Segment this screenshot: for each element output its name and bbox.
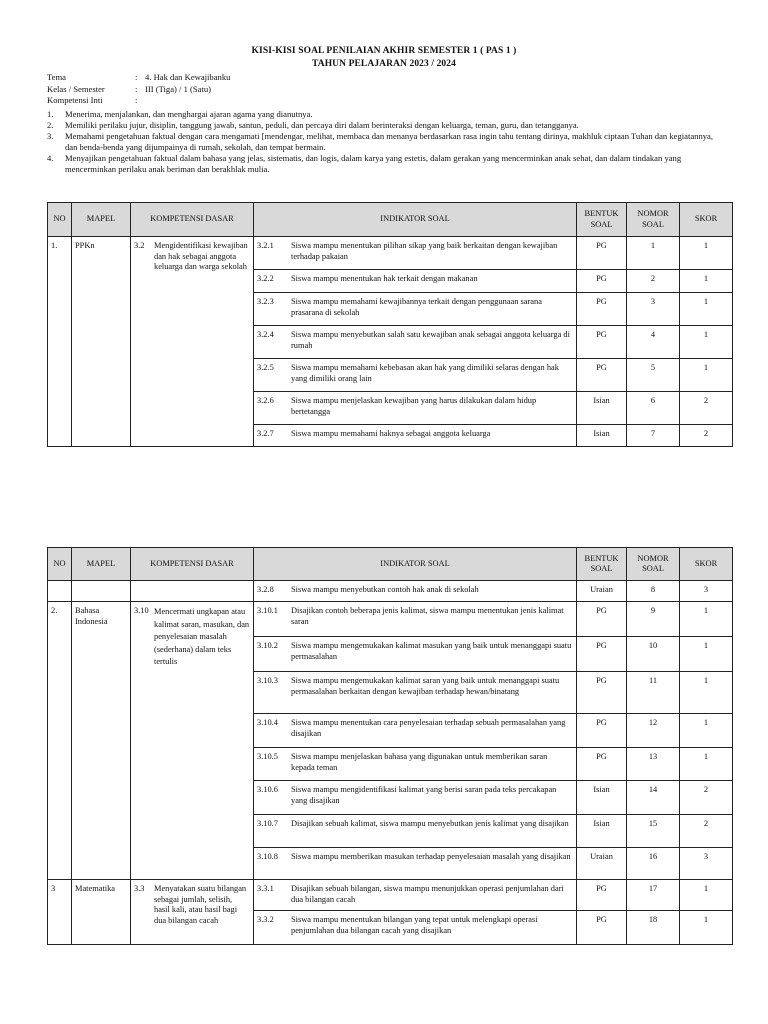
cell-no: 1. xyxy=(48,237,72,447)
indikator-code: 3.10.4 xyxy=(257,718,278,727)
indikator-text: Siswa mampu menyebutkan salah satu kewajiban anak sebagai anggota keluarga di rumah xyxy=(291,330,570,350)
kd-text: Menyatakan suatu bilangan sebagai jumlah, selisih, hasil kali, atau hasil bagi dua bilangan cacah xyxy=(154,884,247,925)
indikator-code: 3.2.7 xyxy=(257,429,274,438)
cell-bentuk: PG xyxy=(577,672,627,714)
cell-indikator xyxy=(254,359,577,392)
cell-bentuk: Isian xyxy=(577,815,627,848)
header-no: NO xyxy=(48,203,72,237)
indikator-text: Siswa mampu memahami haknya sebagai anggota keluarga xyxy=(291,429,491,438)
cell-nomor: 6 xyxy=(627,392,680,425)
indikator-code: 3.2.5 xyxy=(257,363,274,372)
indikator-text: Siswa mampu menjelaskan kewajiban yang harus dilakukan dalam hidup bertetangga xyxy=(291,396,537,416)
cell-skor: 1 xyxy=(680,637,733,672)
cell-skor: 1 xyxy=(680,326,733,359)
cell-indikator xyxy=(254,911,577,945)
cell-nomor: 10 xyxy=(627,637,680,672)
cell-skor: 1 xyxy=(680,270,733,293)
kd-text: Mengidentifikasi kewajiban dan hak sebagai anggota keluarga dan warga sekolah xyxy=(154,241,248,271)
ki-text: Memiliki perilaku jujur, disiplin, tanggung jawab, santun, peduli, dan percaya diri dalam berinteraksi dengan keluarga, teman, guru, dan tetangganya. xyxy=(65,120,579,130)
cell-nomor: 17 xyxy=(627,880,680,911)
cell-bentuk: PG xyxy=(577,637,627,672)
cell-bentuk: PG xyxy=(577,714,627,748)
header-indikator: INDIKATOR SOAL xyxy=(254,203,577,237)
cell-skor: 1 xyxy=(680,293,733,326)
meta-row-tema xyxy=(47,72,230,84)
cell-skor: 1 xyxy=(680,880,733,911)
indikator-text: Siswa mampu menyebutkan contoh hak anak di sekolah xyxy=(291,585,479,594)
indikator-text: Siswa mampu menentukan pilihan sikap yang baik berkaitan dengan kewajiban terhadap pakaian xyxy=(291,241,558,261)
cell-mapel: PPKn xyxy=(72,237,131,447)
kisi-table-2 xyxy=(47,547,733,945)
cell-skor: 2 xyxy=(680,815,733,848)
kd-text: Mencermati ungkapan atau kalimat saran, masukan, dan penyelesaian masalah (sederhana) dalam teks tertulis xyxy=(154,607,250,666)
cell-nomor: 15 xyxy=(627,815,680,848)
meta-value: 4. Hak dan Kewajibanku xyxy=(145,72,231,82)
indikator-code: 3.10.6 xyxy=(257,785,278,794)
kd-number: 3.3 xyxy=(134,884,145,893)
indikator-text: Siswa mampu mengidentifikasi kalimat yang berisi saran pada teks percakapan yang disajikan xyxy=(291,785,557,805)
indikator-text: Siswa mampu menjelaskan bahasa yang digunakan untuk memberikan saran kepada teman xyxy=(291,752,548,772)
table-row xyxy=(48,880,733,911)
cell-indikator xyxy=(254,781,577,815)
cell-indikator xyxy=(254,637,577,672)
cell-nomor: 16 xyxy=(627,848,680,880)
ki-text: Menerima, menjalankan, dan menghargai ajaran agama yang dianutnya. xyxy=(65,109,313,119)
meta-row-kelas xyxy=(47,84,230,96)
ki-item xyxy=(47,131,722,153)
cell-skor: 1 xyxy=(680,602,733,637)
table-header-row xyxy=(48,203,733,237)
cell-bentuk: PG xyxy=(577,748,627,781)
cell-indikator xyxy=(254,815,577,848)
indikator-text: Disajikan sebuah kalimat, siswa mampu menyebutkan jenis kalimat yang disajikan xyxy=(291,819,569,828)
cell-mapel-empty xyxy=(72,581,131,602)
indikator-code: 3.10.1 xyxy=(257,606,278,615)
meta-sep: : xyxy=(135,95,138,105)
cell-indikator xyxy=(254,581,577,602)
header-no: NO xyxy=(48,548,72,581)
cell-nomor: 1 xyxy=(627,237,680,270)
indikator-text: Siswa mampu memahami kewajibannya terkait dengan penggunaan sarana prasarana di sekolah xyxy=(291,297,542,317)
cell-indikator xyxy=(254,392,577,425)
indikator-code: 3.3.1 xyxy=(257,884,274,893)
cell-skor: 1 xyxy=(680,359,733,392)
cell-nomor: 8 xyxy=(627,581,680,602)
indikator-code: 3.2.4 xyxy=(257,330,274,339)
cell-indikator xyxy=(254,293,577,326)
cell-bentuk: Isian xyxy=(577,425,627,447)
cell-bentuk: PG xyxy=(577,270,627,293)
indikator-text: Siswa mampu mengemukakan kalimat saran yang baik untuk menanggapi suatu permasalahan berkaitan dengan kewajiban terhadap hewan/binatang xyxy=(291,676,560,696)
cell-nomor: 12 xyxy=(627,714,680,748)
cell-bentuk: PG xyxy=(577,911,627,945)
cell-skor: 1 xyxy=(680,714,733,748)
indikator-code: 3.10.8 xyxy=(257,852,278,861)
meta-value: III (Tiga) / 1 (Satu) xyxy=(145,83,212,94)
cell-kd xyxy=(131,602,254,880)
cell-nomor: 3 xyxy=(627,293,680,326)
cell-indikator xyxy=(254,672,577,714)
header-kd: KOMPETENSI DASAR xyxy=(131,203,254,237)
meta-sep: : xyxy=(135,83,138,94)
cell-bentuk: PG xyxy=(577,237,627,270)
table-header-row xyxy=(48,548,733,581)
cell-indikator xyxy=(254,848,577,880)
indikator-code: 3.2.1 xyxy=(257,241,274,250)
ki-number: 4. xyxy=(47,153,54,163)
indikator-code: 3.3.2 xyxy=(257,915,274,924)
cell-indikator xyxy=(254,237,577,270)
cell-kd-empty xyxy=(131,581,254,602)
cell-mapel: Matematika xyxy=(72,880,131,945)
kisi-table-1 xyxy=(47,202,733,447)
table-row xyxy=(48,602,733,637)
cell-nomor: 14 xyxy=(627,781,680,815)
indikator-code: 3.2.3 xyxy=(257,297,274,306)
cell-indikator xyxy=(254,602,577,637)
indikator-code: 3.10.7 xyxy=(257,819,278,828)
cell-skor: 1 xyxy=(680,911,733,945)
cell-skor: 3 xyxy=(680,848,733,880)
cell-bentuk: Isian xyxy=(577,392,627,425)
indikator-code: 3.2.6 xyxy=(257,396,274,405)
meta-block xyxy=(47,72,230,107)
cell-nomor: 7 xyxy=(627,425,680,447)
indikator-text: Disajikan contoh beberapa jenis kalimat, siswa mampu menentukan jenis kalimat saran xyxy=(291,606,564,626)
header-skor: SKOR xyxy=(680,203,733,237)
indikator-code: 3.10.2 xyxy=(257,641,278,650)
ki-text: Memahami pengetahuan faktual dengan cara mengamati [mendengar, melihat, membaca dan menanya berdasarkan rasa ingin tahu tentang dirinya, makhluk ciptaan Tuhan dan kegiatannya, dan benda-benda yang dijumpainya di rumah, sekolah, dan tempat bermain. xyxy=(65,131,714,152)
doc-title: KISI-KISI SOAL PENILAIAN AKHIR SEMESTER 1 ( PAS 1 ) xyxy=(251,46,517,56)
cell-nomor: 13 xyxy=(627,748,680,781)
meta-label: Tema xyxy=(47,72,66,82)
cell-skor: 1 xyxy=(680,237,733,270)
ki-text: Menyajikan pengetahuan faktual dalam bahasa yang jelas, sistematis, dan logis, dalam karya yang estetis, dalam gerakan yang mencerminkan anak sehat, dan dalam tindakan yang mencerminkan perilaku anak beriman dan berakhlak mulia. xyxy=(65,153,682,174)
meta-row-ki xyxy=(47,95,230,107)
cell-bentuk: Uraian xyxy=(577,581,627,602)
ki-number: 3. xyxy=(47,131,54,141)
cell-bentuk: PG xyxy=(577,359,627,392)
cell-no-empty xyxy=(48,581,72,602)
header-bentuk: BENTUK SOAL xyxy=(577,203,627,237)
ki-item xyxy=(47,120,722,131)
cell-indikator xyxy=(254,270,577,293)
header-mapel: MAPEL xyxy=(72,203,131,237)
kd-number: 3.2 xyxy=(134,241,145,250)
cell-bentuk: PG xyxy=(577,326,627,359)
cell-indikator xyxy=(254,425,577,447)
header-mapel: MAPEL xyxy=(72,548,131,581)
cell-indikator xyxy=(254,714,577,748)
indikator-code: 3.2.8 xyxy=(257,585,274,594)
cell-indikator xyxy=(254,748,577,781)
ki-number: 2. xyxy=(47,120,54,130)
cell-no: 3 xyxy=(48,880,72,945)
ki-item xyxy=(47,153,722,175)
cell-bentuk: Uraian xyxy=(577,848,627,880)
cell-bentuk: Isian xyxy=(577,781,627,815)
header-nomor: NOMOR SOAL xyxy=(627,203,680,237)
cell-nomor: 2 xyxy=(627,270,680,293)
cell-nomor: 5 xyxy=(627,359,680,392)
cell-indikator xyxy=(254,880,577,911)
cell-nomor: 9 xyxy=(627,602,680,637)
doc-subtitle: TAHUN PELAJARAN 2023 / 2024 xyxy=(312,59,456,69)
cell-skor: 2 xyxy=(680,425,733,447)
cell-nomor: 18 xyxy=(627,911,680,945)
cell-indikator xyxy=(254,326,577,359)
cell-bentuk: PG xyxy=(577,880,627,911)
cell-skor: 1 xyxy=(680,748,733,781)
indikator-code: 3.2.2 xyxy=(257,274,274,283)
indikator-text: Siswa mampu menentukan cara penyelesaian terhadap sebuah permasalahan yang disajikan xyxy=(291,718,566,738)
kompetensi-inti-list xyxy=(47,109,722,175)
cell-kd xyxy=(131,237,254,447)
kd-number: 3.10 xyxy=(134,606,149,615)
cell-skor: 3 xyxy=(680,581,733,602)
meta-sep: : xyxy=(135,72,138,82)
indikator-text: Siswa mampu memberikan masukan terhadap penyelesaian masalah yang disajikan xyxy=(291,852,571,861)
table-row xyxy=(48,237,733,270)
ki-item xyxy=(47,109,722,120)
cell-kd xyxy=(131,880,254,945)
cell-skor: 2 xyxy=(680,392,733,425)
cell-nomor: 4 xyxy=(627,326,680,359)
table-row xyxy=(48,581,733,602)
cell-no: 2. xyxy=(48,602,72,880)
indikator-text: Disajikan sebuah bilangan, siswa mampu menunjukkan operasi penjumlahan dari dua bilangan cacah xyxy=(291,884,564,904)
cell-mapel: Bahasa Indonesia xyxy=(72,602,131,880)
cell-skor: 2 xyxy=(680,781,733,815)
indikator-text: Siswa mampu mengemukakan kalimat masukan yang baik untuk menanggapi suatu permasalahan xyxy=(291,641,572,661)
cell-bentuk: PG xyxy=(577,293,627,326)
header-bentuk: BENTUK SOAL xyxy=(577,548,627,581)
cell-nomor: 11 xyxy=(627,672,680,714)
header-indikator: INDIKATOR SOAL xyxy=(254,548,577,581)
meta-label: Kompetensi Inti xyxy=(47,95,103,105)
cell-bentuk: PG xyxy=(577,602,627,637)
header-kd: KOMPETENSI DASAR xyxy=(131,548,254,581)
meta-label: Kelas / Semester xyxy=(47,83,105,94)
indikator-code: 3.10.5 xyxy=(257,752,278,761)
indikator-text: Siswa mampu memahami kebebasan akan hak yang dimiliki selaras dengan hak yang dimiliki orang lain xyxy=(291,363,559,383)
indikator-code: 3.10.3 xyxy=(257,676,278,685)
indikator-text: Siswa mampu menentukan hak terkait dengan makanan xyxy=(291,274,478,283)
header-skor: SKOR xyxy=(680,548,733,581)
cell-skor: 1 xyxy=(680,672,733,714)
header-nomor: NOMOR SOAL xyxy=(627,548,680,581)
indikator-text: Siswa mampu menentukan bilangan yang tepat untuk melengkapi operasi penjumlahan dua bilangan cacah yang disajikan xyxy=(291,915,538,935)
ki-number: 1. xyxy=(47,109,54,119)
